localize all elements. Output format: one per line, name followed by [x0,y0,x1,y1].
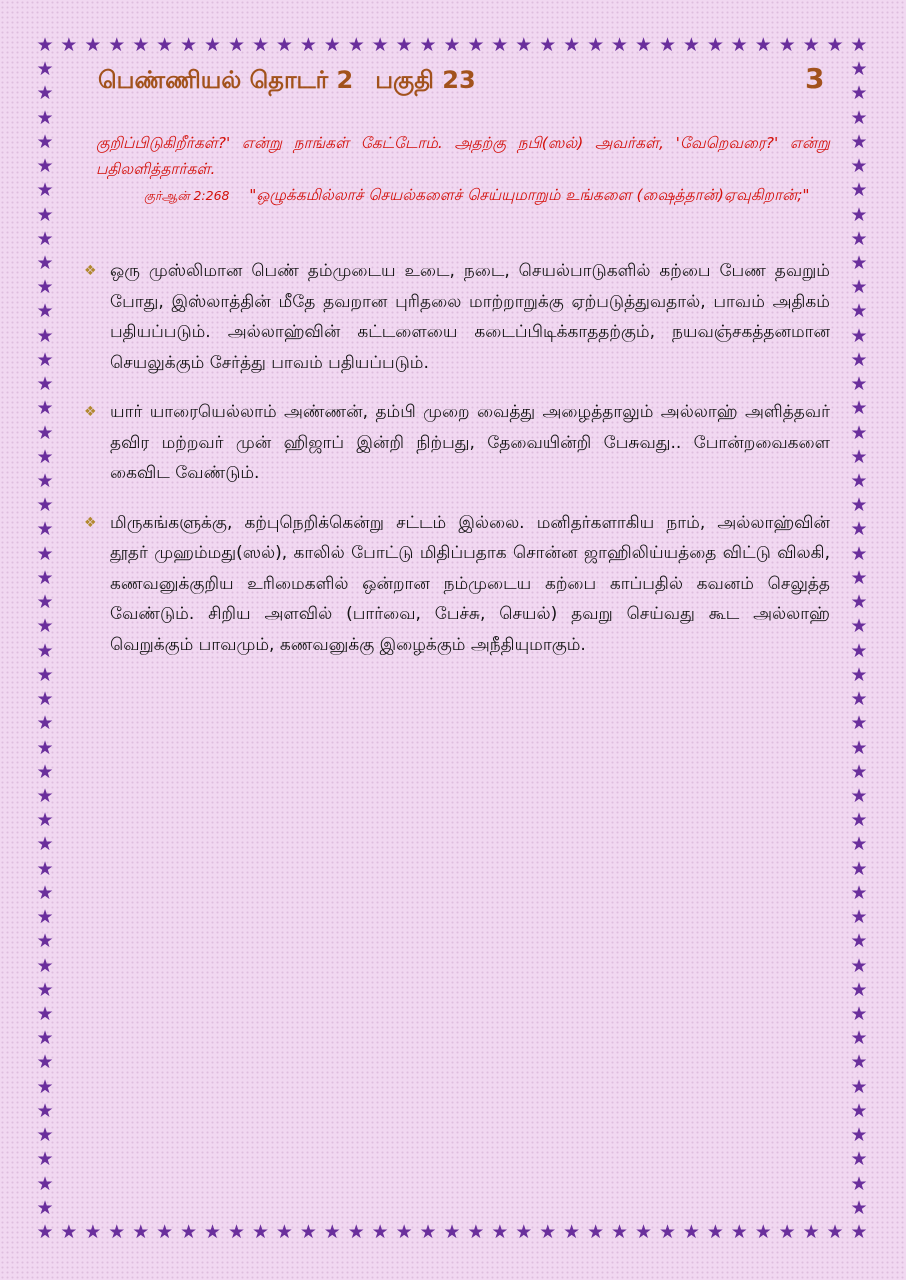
verse-reference: குர்ஆன் 2:268 [144,188,230,203]
star-icon: ★ [36,300,54,323]
star-icon: ★ [850,58,868,81]
star-icon: ★ [419,34,437,56]
star-icon: ★ [180,1221,198,1243]
star-icon: ★ [850,954,868,977]
star-icon: ★ [850,445,868,468]
star-icon: ★ [36,276,54,299]
star-icon: ★ [634,1221,653,1243]
star-icon: ★ [850,1124,868,1147]
star-icon: ★ [36,1124,54,1147]
star-icon: ★ [251,34,269,56]
star-icon: ★ [108,1221,126,1243]
star-icon: ★ [539,1221,557,1243]
star-icon: ★ [754,1221,772,1243]
star-icon: ★ [36,130,54,153]
star-icon: ★ [658,1221,676,1243]
star-icon: ★ [36,470,54,493]
star-icon: ★ [850,155,868,178]
star-icon: ★ [850,566,868,589]
star-icon: ★ [754,34,772,56]
star-icon: ★ [36,155,54,178]
star-icon: ★ [36,978,54,1001]
star-icon: ★ [36,736,54,759]
star-icon: ★ [706,34,724,56]
star-icon: ★ [323,34,341,56]
star-icon: ★ [251,1221,269,1243]
list-item-text: மிருகங்களுக்கு, கற்புநெறிக்கென்று சட்டம் இல்லை. மனிதர்களாகிய நாம், அல்லாஹ்வின் தூதர் முஹம்மது(ஸல்), காலில் போட்டு மிதிப்பதாக சொன்ன ஜாஹிலிய்யத்தை விட்டு விலகி, கணவனுக்குறிய உரிமைகளில் ஒன்றான நம்முடைய கற்பை காப்பதில் கவனம் செலுத்த வேண்டும். சிறிய அளவில் (பார்வை, பேச்சு, செயல்) தவறு செய்வது கூட அல்லாஹ் வெறுக்கும் பாவமும், கணவனுக்கு இழைக்கும் அநீதியுமாகும். [110,512,830,655]
star-icon: ★ [60,1221,78,1243]
star-icon: ★ [850,421,868,444]
star-icon: ★ [850,494,868,517]
star-icon: ★ [36,615,54,638]
star-icon: ★ [204,34,222,56]
star-icon: ★ [850,906,868,929]
star-icon: ★ [850,1051,868,1074]
star-icon: ★ [826,1221,844,1243]
list-item-text: ஒரு முஸ்லிமான பெண் தம்முடைய உடை, நடை, செயல்பாடுகளில் கற்பை பேண தவறும் போது, இஸ்லாத்தின் மீதே தவறான புரிதலை மாற்றாறுக்கு ஏற்படுத்துவதால், பாவம் அதிகம் பதியப்படும். அல்லாஹ்வின் கட்டளையை கடைப்பிடிக்காததற்கும், நயவஞ்சகத்தனமான செயலுக்கும் சேர்த்து பாவம் பதியப்படும். [110,261,830,373]
star-icon: ★ [850,348,868,371]
star-icon: ★ [467,1221,485,1243]
star-icon: ★ [132,34,150,56]
star-icon: ★ [299,1221,317,1243]
star-icon: ★ [36,591,54,614]
star-icon: ★ [850,300,868,323]
star-icon: ★ [36,227,54,250]
star-icon: ★ [850,1172,868,1195]
star-icon: ★ [36,494,54,517]
star-icon: ★ [515,1221,533,1243]
star-icon: ★ [850,784,868,807]
star-icon: ★ [36,324,54,347]
star-icon: ★ [395,34,413,56]
verse-line [96,182,830,209]
star-icon: ★ [850,809,868,832]
star-icon: ★ [132,1221,150,1243]
star-icon: ★ [802,34,820,56]
star-icon: ★ [850,1075,868,1098]
star-icon: ★ [36,1099,54,1122]
star-icon: ★ [850,34,868,56]
star-icon: ★ [36,930,54,953]
star-icon: ★ [850,978,868,1001]
page-title [98,66,476,97]
star-icon: ★ [850,881,868,904]
star-icon: ★ [850,276,868,299]
star-icon: ★ [850,324,868,347]
star-icon: ★ [850,179,868,202]
star-icon: ★ [539,34,557,56]
star-icon: ★ [850,542,868,565]
star-icon: ★ [36,421,54,444]
star-icon: ★ [36,58,54,81]
star-icon: ★ [156,34,174,56]
star-icon: ★ [634,34,653,56]
star-icon: ★ [36,1002,54,1025]
page-number: 3 [805,62,825,95]
star-icon: ★ [563,34,581,56]
star-icon: ★ [443,1221,461,1243]
star-icon: ★ [850,1221,868,1243]
star-icon: ★ [36,542,54,565]
star-icon: ★ [36,82,54,105]
star-icon: ★ [850,1027,868,1050]
star-icon: ★ [36,1172,54,1195]
star-icon: ★ [850,663,868,686]
star-icon: ★ [36,760,54,783]
diamond-bullet-icon: ❖ [84,263,97,279]
star-icon: ★ [491,1221,509,1243]
diamond-bullet-icon: ❖ [84,404,97,420]
star-icon: ★ [467,34,485,56]
part-label: பகுதி 23 [375,66,476,94]
star-icon: ★ [36,639,54,662]
star-icon: ★ [371,34,389,56]
star-icon: ★ [419,1221,437,1243]
star-icon: ★ [36,712,54,735]
star-icon: ★ [730,34,748,56]
star-icon: ★ [180,34,198,56]
star-icon: ★ [491,34,509,56]
star-icon: ★ [850,591,868,614]
star-icon: ★ [84,34,102,56]
star-icon: ★ [36,1148,54,1171]
star-icon: ★ [36,179,54,202]
star-icon: ★ [850,82,868,105]
star-icon: ★ [36,445,54,468]
star-icon: ★ [587,1221,605,1243]
star-icon: ★ [850,639,868,662]
star-icon: ★ [108,34,126,56]
star-icon: ★ [395,1221,413,1243]
star-icon: ★ [850,397,868,420]
list-item [80,397,830,489]
star-icon: ★ [850,688,868,711]
star-icon: ★ [850,930,868,953]
star-icon: ★ [156,1221,174,1243]
star-icon: ★ [36,106,54,129]
star-icon: ★ [730,1221,748,1243]
star-icon: ★ [850,615,868,638]
star-icon: ★ [299,34,317,56]
star-icon: ★ [658,34,676,56]
star-icon: ★ [36,809,54,832]
star-icon: ★ [778,1221,796,1243]
star-icon: ★ [850,1148,868,1171]
star-icon: ★ [36,397,54,420]
star-icon: ★ [778,34,796,56]
star-icon: ★ [850,1099,868,1122]
star-icon: ★ [682,34,700,56]
star-icon: ★ [36,1027,54,1050]
verse-text: "ஒழுக்கமில்லாச் செயல்களைச் செய்யுமாறும் உங்களை (ஷைத்தான்)ஏவுகிறான்;" [249,186,810,204]
star-icon: ★ [850,203,868,226]
star-icon: ★ [371,1221,389,1243]
star-icon: ★ [275,34,293,56]
star-icon: ★ [802,1221,820,1243]
star-icon: ★ [36,203,54,226]
star-icon: ★ [36,348,54,371]
star-icon: ★ [706,1221,724,1243]
star-icon: ★ [826,34,844,56]
star-icon: ★ [60,34,78,56]
star-icon: ★ [850,130,868,153]
star-icon: ★ [204,1221,222,1243]
star-icon: ★ [850,227,868,250]
list-item-text: யார் யாரையெல்லாம் அண்ணன், தம்பி முறை வைத்து அழைத்தாலும் அல்லாஹ் அளித்தவர் தவிர மற்றவர் முன் ஹிஜாப் இன்றி நிற்பது, தேவையின்றி பேசுவது.. போன்றவைகளை கைவிட வேண்டும். [110,402,830,483]
series-title: பெண்ணியல் தொடர் 2 [98,66,354,94]
hadith-text: குறிப்பிடுகிறீர்கள்?' என்று நாங்கள் கேட்டோம். அதற்கு நபி(ஸல்) அவர்கள், 'வேறெவரை?' என்று பதிலளித்தார்கள். [96,134,830,178]
star-icon: ★ [36,954,54,977]
star-icon: ★ [850,736,868,759]
list-item [80,508,830,661]
star-icon: ★ [587,34,605,56]
star-icon: ★ [850,373,868,396]
star-icon: ★ [611,34,629,56]
star-icon: ★ [36,1051,54,1074]
star-icon: ★ [275,1221,293,1243]
star-icon: ★ [227,1221,246,1243]
star-icon: ★ [36,518,54,541]
star-icon: ★ [36,566,54,589]
star-icon: ★ [36,1196,54,1219]
star-icon: ★ [850,1196,868,1219]
star-icon: ★ [850,712,868,735]
star-icon: ★ [227,34,246,56]
star-icon: ★ [347,34,365,56]
star-icon: ★ [36,34,54,56]
star-icon: ★ [36,833,54,856]
bullet-list [80,256,830,679]
star-icon: ★ [36,252,54,275]
star-icon: ★ [611,1221,629,1243]
star-icon: ★ [36,784,54,807]
star-icon: ★ [850,252,868,275]
star-icon: ★ [850,857,868,880]
star-icon: ★ [36,881,54,904]
star-icon: ★ [515,34,533,56]
star-icon: ★ [850,760,868,783]
star-icon: ★ [36,373,54,396]
star-icon: ★ [36,1075,54,1098]
diamond-bullet-icon: ❖ [84,514,97,531]
star-icon: ★ [850,833,868,856]
star-icon: ★ [36,1221,54,1243]
star-icon: ★ [323,1221,341,1243]
star-icon: ★ [36,857,54,880]
star-icon: ★ [347,1221,365,1243]
star-icon: ★ [36,663,54,686]
star-icon: ★ [850,470,868,493]
hadith-quote [96,130,830,209]
star-icon: ★ [850,1002,868,1025]
star-icon: ★ [443,34,461,56]
star-icon: ★ [850,518,868,541]
star-icon: ★ [84,1221,102,1243]
star-icon: ★ [850,106,868,129]
star-icon: ★ [563,1221,581,1243]
star-icon: ★ [36,906,54,929]
list-item [80,256,830,378]
star-icon: ★ [36,688,54,711]
star-icon: ★ [682,1221,700,1243]
